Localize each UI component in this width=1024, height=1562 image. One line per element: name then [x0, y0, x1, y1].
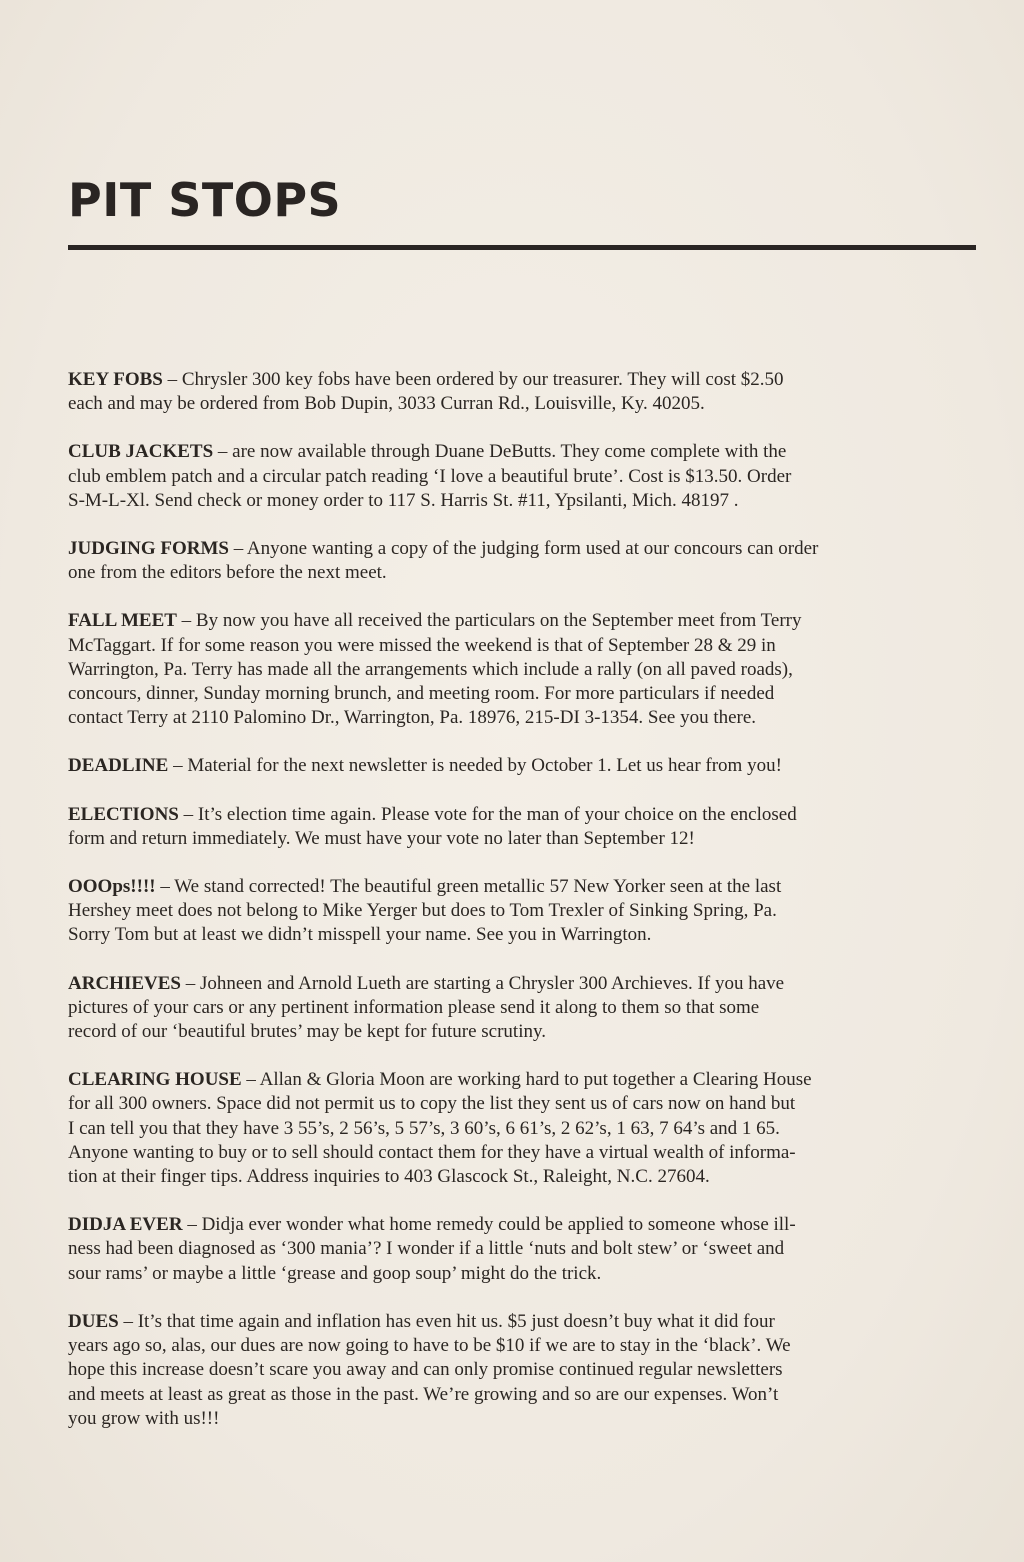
news-item-heading: ARCHIEVES: [68, 972, 181, 994]
news-item: [68, 972, 978, 1045]
news-item-line: Anyone wanting to buy or to sell should contact them for they have a virtual wealth of informa-: [68, 1141, 796, 1163]
news-item: [68, 754, 978, 778]
news-item-line: ness had been diagnosed as ‘300 mania’? I wonder if a little ‘nuts and bolt stew’ or ‘sweet and: [68, 1238, 785, 1260]
news-item: [68, 609, 978, 730]
news-item: [68, 1310, 978, 1431]
news-item-heading: JUDGING FORMS: [68, 538, 229, 560]
news-item-line: record of our ‘beautiful brutes’ may be kept for future scrutiny.: [68, 1021, 546, 1043]
news-item-line: years ago so, alas, our dues are now going to have to be $10 if we are to stay in the ‘black’. We: [68, 1335, 791, 1357]
news-item-heading: CLUB JACKETS: [68, 441, 214, 463]
news-item-line: tion at their finger tips. Address inquiries to 403 Glascock St., Raleight, N.C. 27604.: [68, 1166, 710, 1188]
news-item-heading: DEADLINE: [68, 755, 169, 777]
news-item-line: – It’s that time again and inflation has even hit us. $5 just doesn’t buy what it did four: [118, 1310, 775, 1332]
news-item-heading: CLEARING HOUSE: [68, 1069, 242, 1091]
news-item: [68, 537, 978, 585]
news-item-line: Sorry Tom but at least we didn’t misspell your name. See you in Warrington.: [68, 924, 652, 946]
news-item-line: hope this increase doesn’t scare you away and can only promise continued regular newsletters: [68, 1359, 783, 1381]
news-item-heading: ELECTIONS: [68, 803, 179, 825]
news-item-line: – Didja ever wonder what home remedy could be applied to someone whose ill-: [182, 1214, 796, 1236]
news-item-line: I can tell you that they have 3 55’s, 2 56’s, 5 57’s, 3 60’s, 6 61’s, 2 62’s, 1 63, 7 64’s and 1 65.: [68, 1117, 780, 1139]
news-item: [68, 1068, 978, 1189]
news-item-line: concours, dinner, Sunday morning brunch, and meeting room. For more particulars if needed: [68, 683, 775, 705]
news-item: [68, 875, 978, 948]
news-item-line: you grow with us!!!: [68, 1407, 220, 1429]
news-item-heading: FALL MEET: [68, 610, 177, 632]
news-item-line: – Johneen and Arnold Lueth are starting a Chrysler 300 Archieves. If you have: [180, 972, 785, 994]
news-item-line: Hershey meet does not belong to Mike Yerger but does to Tom Trexler of Sinking Spring, Pa.: [68, 900, 777, 922]
news-item-heading: DUES: [68, 1310, 119, 1332]
news-item-line: each and may be ordered from Bob Dupin, 3033 Curran Rd., Louisville, Ky. 40205.: [68, 393, 705, 415]
news-item: [68, 440, 978, 513]
news-item-heading: OOOps!!!!: [68, 876, 156, 898]
news-item-line: – Chrysler 300 key fobs have been ordered by our treasurer. They will cost $2.50: [162, 369, 784, 390]
news-item-line: – Material for the next newsletter is needed by October 1. Let us hear from you!: [168, 755, 782, 777]
news-item-line: club emblem patch and a circular patch reading ‘I love a beautiful brute’. Cost is $13.50. Order: [68, 465, 792, 487]
title-rule: [68, 245, 976, 250]
news-item-line: Warrington, Pa. Terry has made all the arrangements which include a rally (on all paved roads),: [68, 658, 793, 680]
news-item-line: – We stand corrected! The beautiful green metallic 57 New Yorker seen at the last: [155, 876, 782, 898]
news-item-line: McTaggart. If for some reason you were missed the weekend is that of September 28 & 29 in: [68, 634, 776, 656]
news-item: [68, 368, 978, 416]
news-item-line: contact Terry at 2110 Palomino Dr., Warrington, Pa. 18976, 215-DI 3-1354. See you there.: [68, 707, 757, 729]
news-item-line: – Anyone wanting a copy of the judging form used at our concours can order: [228, 538, 819, 560]
news-item-line: pictures of your cars or any pertinent information please send it along to them so that some: [68, 996, 760, 1018]
news-item-line: – By now you have all received the particulars on the September meet from Terry: [176, 610, 802, 632]
news-item-line: S-M-L-Xl. Send check or money order to 117 S. Harris St. #11, Ypsilanti, Mich. 48197 .: [68, 489, 739, 511]
news-item-line: – are now available through Duane DeButts. They come complete with the: [213, 441, 787, 463]
article-list: [68, 368, 978, 1455]
news-item-heading: KEY FOBS: [68, 369, 163, 390]
news-item-line: for all 300 owners. Space did not permit us to copy the list they sent us of cars now on hand but: [68, 1093, 796, 1115]
news-item-line: one from the editors before the next meet.: [68, 562, 387, 584]
news-item-line: – Allan & Gloria Moon are working hard to put together a Clearing House: [241, 1069, 812, 1091]
news-item-line: and meets at least as great as those in the past. We’re growing and so are our expenses. Won’t: [68, 1383, 779, 1405]
news-item: [68, 1213, 978, 1286]
page-title: PIT STOPS: [68, 173, 342, 227]
news-item-line: sour rams’ or maybe a little ‘grease and goop soup’ might do the trick.: [68, 1262, 602, 1284]
news-item-heading: DIDJA EVER: [68, 1214, 183, 1236]
news-item-line: – It’s election time again. Please vote for the man of your choice on the enclosed: [178, 803, 797, 825]
news-item: [68, 803, 978, 851]
news-item-line: form and return immediately. We must have your vote no later than September 12!: [68, 827, 695, 849]
